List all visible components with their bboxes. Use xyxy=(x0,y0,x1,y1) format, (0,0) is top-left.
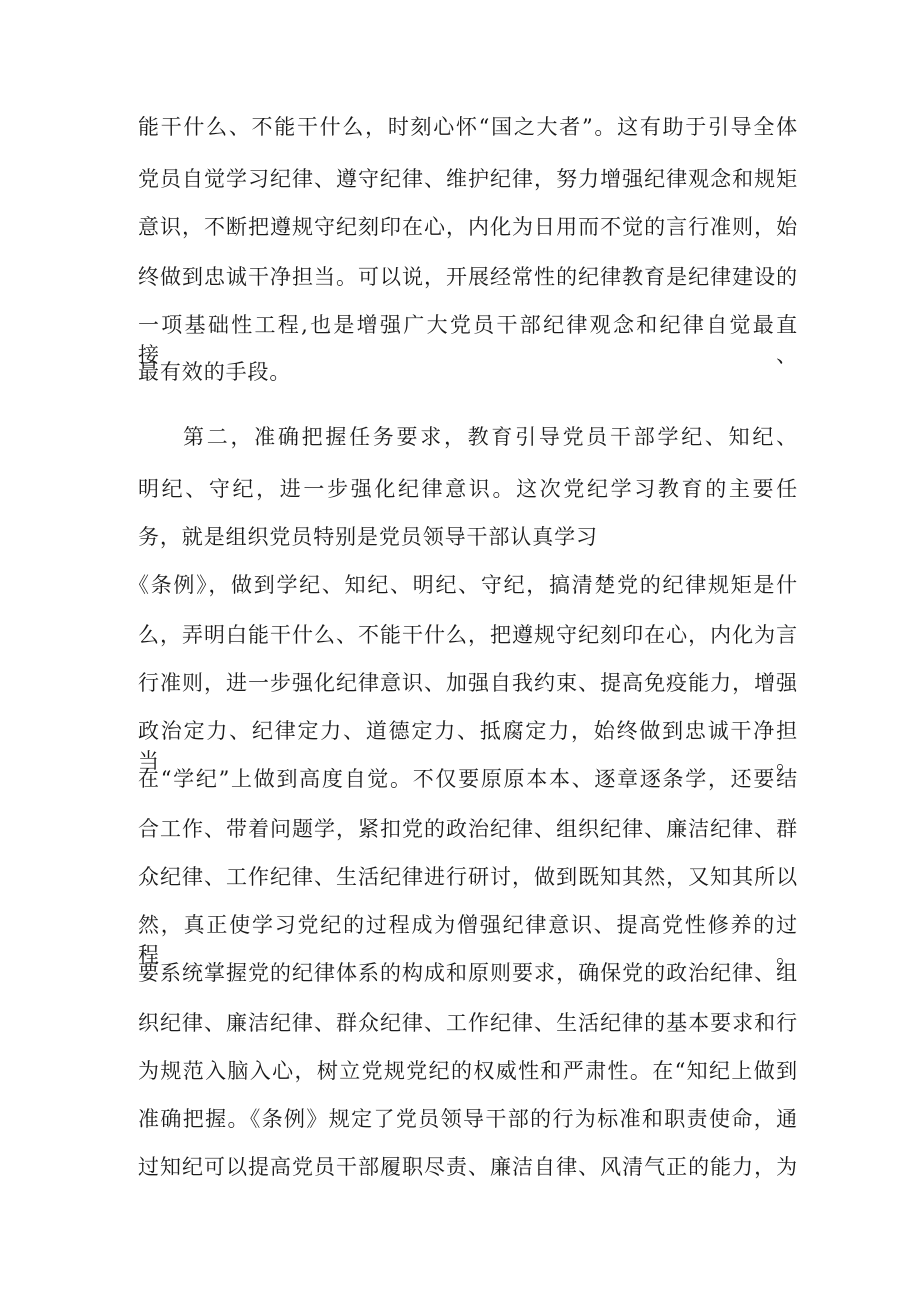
text-line: 最有效的手段。 xyxy=(138,360,292,384)
text-line: 务，就是组织党员特别是党员领导干部认真学习 xyxy=(138,525,598,549)
text-line: 明纪、守纪，进一步强化纪律意识。这次党纪学习教育的主要任 xyxy=(138,477,798,501)
paragraph-heading-line: 第二，准确把握任务要求，教育引导党员干部学纪、知纪、 xyxy=(183,425,798,449)
text-line: 织纪律、廉洁纪律、群众纪律、工作纪律、生活纪律的基本要求和行 xyxy=(138,1011,798,1035)
text-line: 党员自觉学习纪律、遵守纪律、维护纪律，努力增强纪律观念和规矩 xyxy=(138,167,798,191)
text-line: 合工作、带着问题学，紧扣党的政治纪律、组织纪律、廉洁纪律、群 xyxy=(138,817,798,841)
text-line: 然，真正使学习党纪的过程成为僧强纪律意识、提高党性修养的过程。 xyxy=(138,913,798,967)
text-line: 《条例》，做到学纪、知纪、明纪、守纪，搞清楚党的纪律规矩是什 xyxy=(128,573,798,597)
text-line: 一项基础性工程,也是增强广大党员干部纪律观念和纪律自觉最直接、 xyxy=(138,313,798,367)
text-line: 准确把握。《条例》规定了党员领导干部的行为标准和职责使命，通 xyxy=(138,1107,798,1131)
text-line: 行准则，进一步强化纪律意识、加强自我约束、提高免疫能力，增强 xyxy=(138,671,798,695)
text-line: 终做到忠诚干净担当。可以说，开展经常性的纪律教育是纪律建设的 xyxy=(138,265,798,289)
text-line: 要系统掌握党的纪律体系的构成和原则要求，确保党的政治纪律、组 xyxy=(138,961,798,985)
text-line: 在“学纪”上做到高度自觉。不仅要原原本本、逐章逐条学，还要结 xyxy=(138,767,798,791)
text-line: 能干什么、不能干什么，时刻心怀“国之大者”。这有助于引导全体 xyxy=(138,115,798,139)
text-line: 众纪律、工作纪律、生活纪律进行研讨，做到既知其然，又知其所以 xyxy=(138,865,798,889)
text-line: 政治定力、纪律定力、道德定力、抵腐定力，始终做到忠诚干净担当。 xyxy=(138,719,798,773)
text-line: 过知纪可以提高党员干部履职尽责、廉洁自律、风清气正的能力，为 xyxy=(138,1155,798,1179)
text-line: 么，弄明白能干什么、不能干什么，把遵规守纪刻印在心，内化为言 xyxy=(138,623,798,647)
text-line: 为规范入脑入心，树立党规党纪的权威性和严肃性。在“知纪上做到 xyxy=(138,1059,798,1083)
text-line: 意识，不断把遵规守纪刻印在心，内化为日用而不觉的言行准则，始 xyxy=(138,215,798,239)
